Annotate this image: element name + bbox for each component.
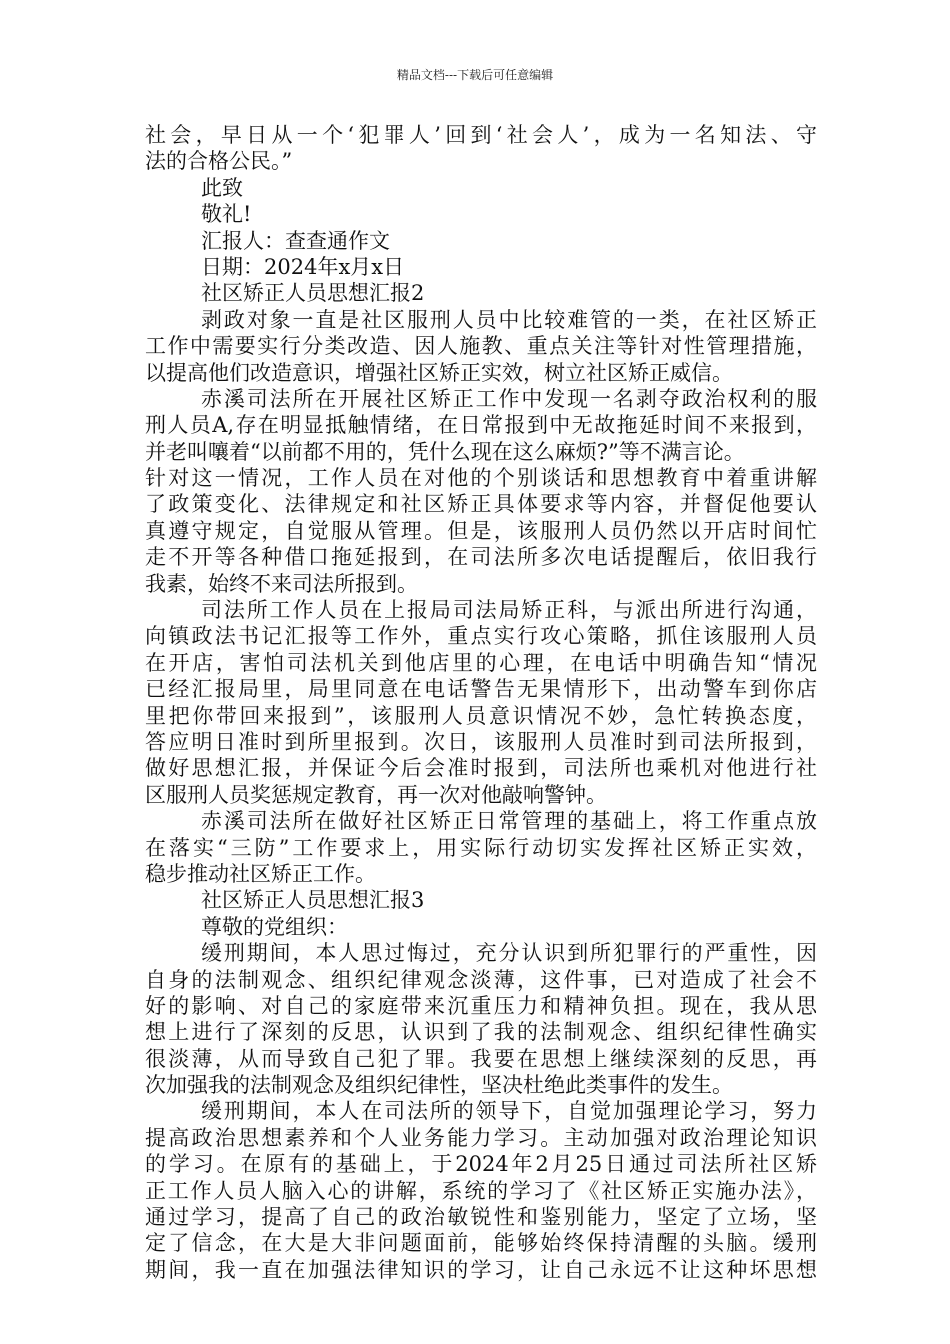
text-line: 次加强我的法制观念及组织纪律性，坚决杜绝此类事件的发生。 (145, 1073, 733, 1098)
text-line: 缓刑期间，本人在司法所的领导下，自觉加强理论学习，努力 (201, 1099, 817, 1124)
text-line: 向镇政法书记汇报等工作外，重点实行攻心策略，抓住该服刑人员 (145, 624, 817, 649)
text-line: 工作中需要实行分类改造、因人施教、重点关注等针对性管理措施， (145, 334, 817, 359)
text-line: 并老叫嚷着“以前都不用的，凭什么现在这么麻烦?”等不满言论。 (145, 439, 745, 464)
text-line: 社区矫正人员思想汇报2 (201, 281, 425, 306)
text-line: 已经汇报局里，局里同意在电话警告无果情形下，出动警车到你店 (145, 677, 817, 702)
text-line: 里把你带回来报到”，该服刑人员意识情况不妙，急忙转换态度， (145, 703, 817, 728)
text-line: 社会，早日从一个‘犯罪人’回到‘社会人’，成为一名知法、守 (145, 123, 817, 147)
text-line: 敬礼! (201, 202, 252, 227)
text-line: 刑人员A,存在明显抵触情绪，在日常报到中无故拖延时间不来报到， (145, 413, 817, 438)
text-line: 的学习。在原有的基础上，于2024年2月25日通过司法所社区矫 (145, 1152, 817, 1177)
text-line: 提高政治思想素养和个人业务能力学习。主动加强对政治理论知识 (145, 1125, 817, 1150)
text-line: 法的合格公民。” (145, 149, 293, 174)
text-line: 定了信念，在大是大非问题面前，能够始终保持清醒的头脑。缓刑 (145, 1231, 817, 1256)
text-line: 真遵守规定，自觉服从管理。但是，该服刑人员仍然以开店时间忙 (145, 518, 817, 543)
text-line: 稳步推动社区矫正工作。 (145, 861, 376, 886)
text-line: 尊敬的党组织： (201, 914, 348, 939)
text-line: 在落实“三防”工作要求上，用实际行动切实发挥社区矫正实效， (145, 835, 817, 860)
text-line: 在开店，害怕司法机关到他店里的心理，在电话中明确告知“情况 (145, 650, 817, 675)
text-line: 赤溪司法所在开展社区矫正工作中发现一名剥夺政治权利的服 (201, 386, 817, 411)
text-line: 以提高他们改造意识，增强社区矫正实效，树立社区矫正威信。 (145, 360, 733, 385)
text-line: 社区矫正人员思想汇报3 (201, 888, 425, 913)
text-line: 答应明日准时到所里报到。次日，该服刑人员准时到司法所报到， (145, 729, 817, 754)
text-line: 针对这一情况，工作人员在对他的个别谈话和思想教育中着重讲解 (145, 466, 817, 491)
page-header: 精品文档---下载后可任意编辑 (396, 68, 554, 82)
text-line: 区服刑人员奖惩规定教育，再一次对他敲响警钟。 (145, 782, 607, 807)
text-line: 司法所工作人员在上报局司法局矫正科，与派出所进行沟通， (201, 598, 817, 623)
text-line: 剥政对象一直是社区服刑人员中比较难管的一类，在社区矫正 (201, 307, 817, 332)
text-line: 汇报人：查查通作文 (201, 228, 390, 253)
text-line: 我素，始终不来司法所报到。 (145, 571, 418, 596)
text-line: 通过学习，提高了自己的政治敏锐性和鉴别能力，坚定了立场，坚 (145, 1205, 817, 1230)
text-line: 赤溪司法所在做好社区矫正日常管理的基础上，将工作重点放 (201, 809, 817, 834)
text-line: 正工作人员人脑入心的讲解，系统的学习了《社区矫正实施办法》， (145, 1178, 817, 1203)
text-line: 做好思想汇报，并保证今后会准时报到，司法所也乘机对他进行社 (145, 756, 817, 781)
text-line: 期间，我一直在加强法律知识的学习，让自己永远不让这种坏思想 (145, 1257, 817, 1282)
text-line: 日期：2024年x月x日 (201, 254, 405, 279)
text-line: 了政策变化、法律规定和社区矫正具体要求等内容，并督促他要认 (145, 492, 817, 517)
text-line: 此致 (201, 175, 243, 200)
document-body (145, 122, 817, 1283)
text-line: 好的影响、对自己的家庭带来沉重压力和精神负担。现在，我从思 (145, 993, 817, 1018)
text-line: 走不开等各种借口拖延报到，在司法所多次电话提醒后，依旧我行 (145, 545, 817, 570)
text-line: 很淡薄，从而导致自己犯了罪。我要在思想上继续深刻的反思，再 (145, 1046, 817, 1071)
text-line: 自身的法制观念、组织纪律观念淡薄，这件事，已对造成了社会不 (145, 967, 817, 992)
text-line: 想上进行了深刻的反思，认识到了我的法制观念、组织纪律性确实 (145, 1020, 817, 1045)
text-line: 缓刑期间，本人思过悔过，充分认识到所犯罪行的严重性，因 (201, 941, 817, 966)
